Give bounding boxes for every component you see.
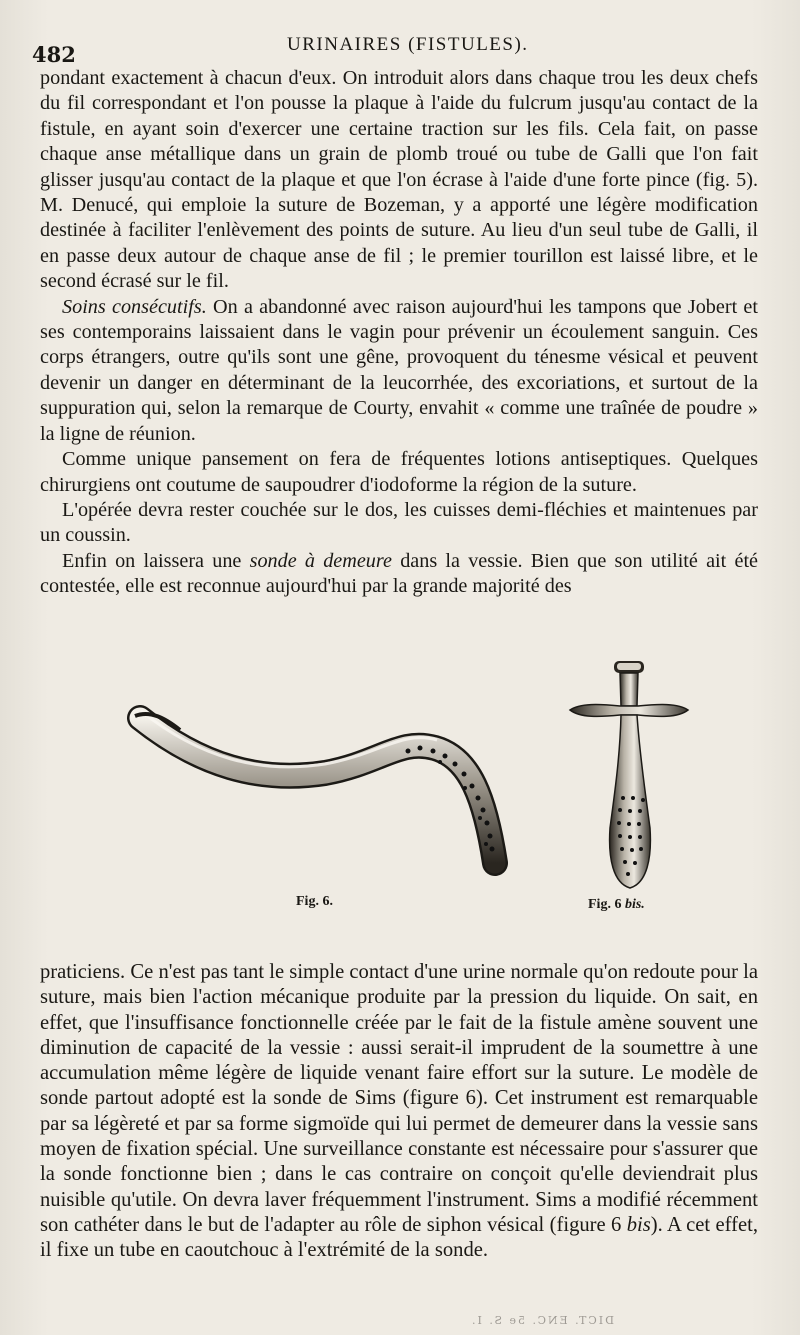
paragraph: Soins consécutifs. On a abandonné avec raison aujourd'hui les tampons que Jobert et ses contemporains laissaient dans le vagin pour prévenir un écoulement sanguin. Ces corps étrangers, outre qu'ils sont une gêne, provoquent du ténesme vésical et peuvent devenir un danger en déterminant de la leucorrhée, des excoriations, et surtout de la suppuration qui, selon la remarque de Courty, envahit « comme une traînée de poudre » la ligne de réunion. xyxy=(40,295,759,445)
paragraph: Comme unique pansement on fera de fréquentes lotions antiseptiques. Quelques chirurgiens ont coutume de saupoudrer d'iodoforme la région de la suture. xyxy=(40,448,758,496)
fig6bis-caption: Fig. 6 bis. xyxy=(588,897,645,912)
running-title: URINAIRES (FISTULES). xyxy=(287,34,529,55)
fig6-caption: Fig. 6. xyxy=(296,894,333,909)
fig6-catheter xyxy=(135,711,495,863)
page-footer: DICT. ENC. 5e S. I. xyxy=(470,1314,614,1327)
fig6bis-catheter xyxy=(570,661,688,888)
figures xyxy=(40,648,758,938)
paragraph: L'opérée devra rester couchée sur le dos, les cuisses demi-fléchies et maintenues par un coussin. xyxy=(40,498,758,547)
sims-catheter-illustration xyxy=(40,648,758,938)
body-text-bottom xyxy=(40,960,758,1264)
page-number: 482 xyxy=(32,42,76,67)
paragraph: pondant exactement à chacun d'eux. On introduit alors dans chaque trou les deux chefs du fil correspondant et l'on pousse la plaque à l'aide du fulcrum jusqu'au contact de la fistule, en ayant soin d'exercer une certaine traction sur les fils. Cela fait, on passe chaque anse métallique dans un grain de plomb troué ou tube de Galli que l'on fait glisser jusqu'au contact de la plaque et que l'on écrase à l'aide d'une forte pince (fig. 5). M. Denucé, qui emploie la suture de Bozeman, y a apporté une légère modification destinée à faciliter l'enlèvement des points de suture. Au lieu d'un seul tube de Galli, il en passe deux autour de chaque anse de fil ; le premier tourillon est laissé libre, et le second écrasé sur le fil. xyxy=(40,67,758,293)
body-text-top xyxy=(40,66,758,600)
paragraph: praticiens. Ce n'est pas tant le simple contact d'une urine normale qu'on redoute pour la suture, mais bien l'action mécanique produite par la pression du liquide. On sait, en effet, que l'insuffisance fonctionnelle créée par le fait de la fistule amène souvent une diminution de capacité de la vessie : aussi serait-il imprudent de la soumettre à une accumulation même légère de liquide venant faire effort sur la suture. Le modèle de sonde partout adopté est la sonde de Sims (figure 6). Cet instrument est remarquable par sa légèreté et par sa forme sigmoïde qui lui permet de demeurer dans la vessie sans moyen de fixation spécial. Une surveillance constante est nécessaire pour s'assurer que la sonde fonctionne bien ; dans le cas contraire on conçoit qu'elle deviendrait plus nuisible qu'utile. On devra laver fréquemment l'instrument. Sims a modifié récemment son cathéter dans le but de l'adapter au rôle de siphon vésical (figure 6 bis). A cet effet, il fixe un tube en caoutchouc à l'extrémité de la sonde. xyxy=(40,961,758,1262)
page-header xyxy=(32,28,760,67)
paragraph: Enfin on laissera une sonde à demeure dans la vessie. Bien que son utilité ait été contestée, elle est reconnue aujourd'hui par la grande majorité des xyxy=(40,549,759,598)
section-heading: Soins consécutifs. xyxy=(62,295,207,318)
